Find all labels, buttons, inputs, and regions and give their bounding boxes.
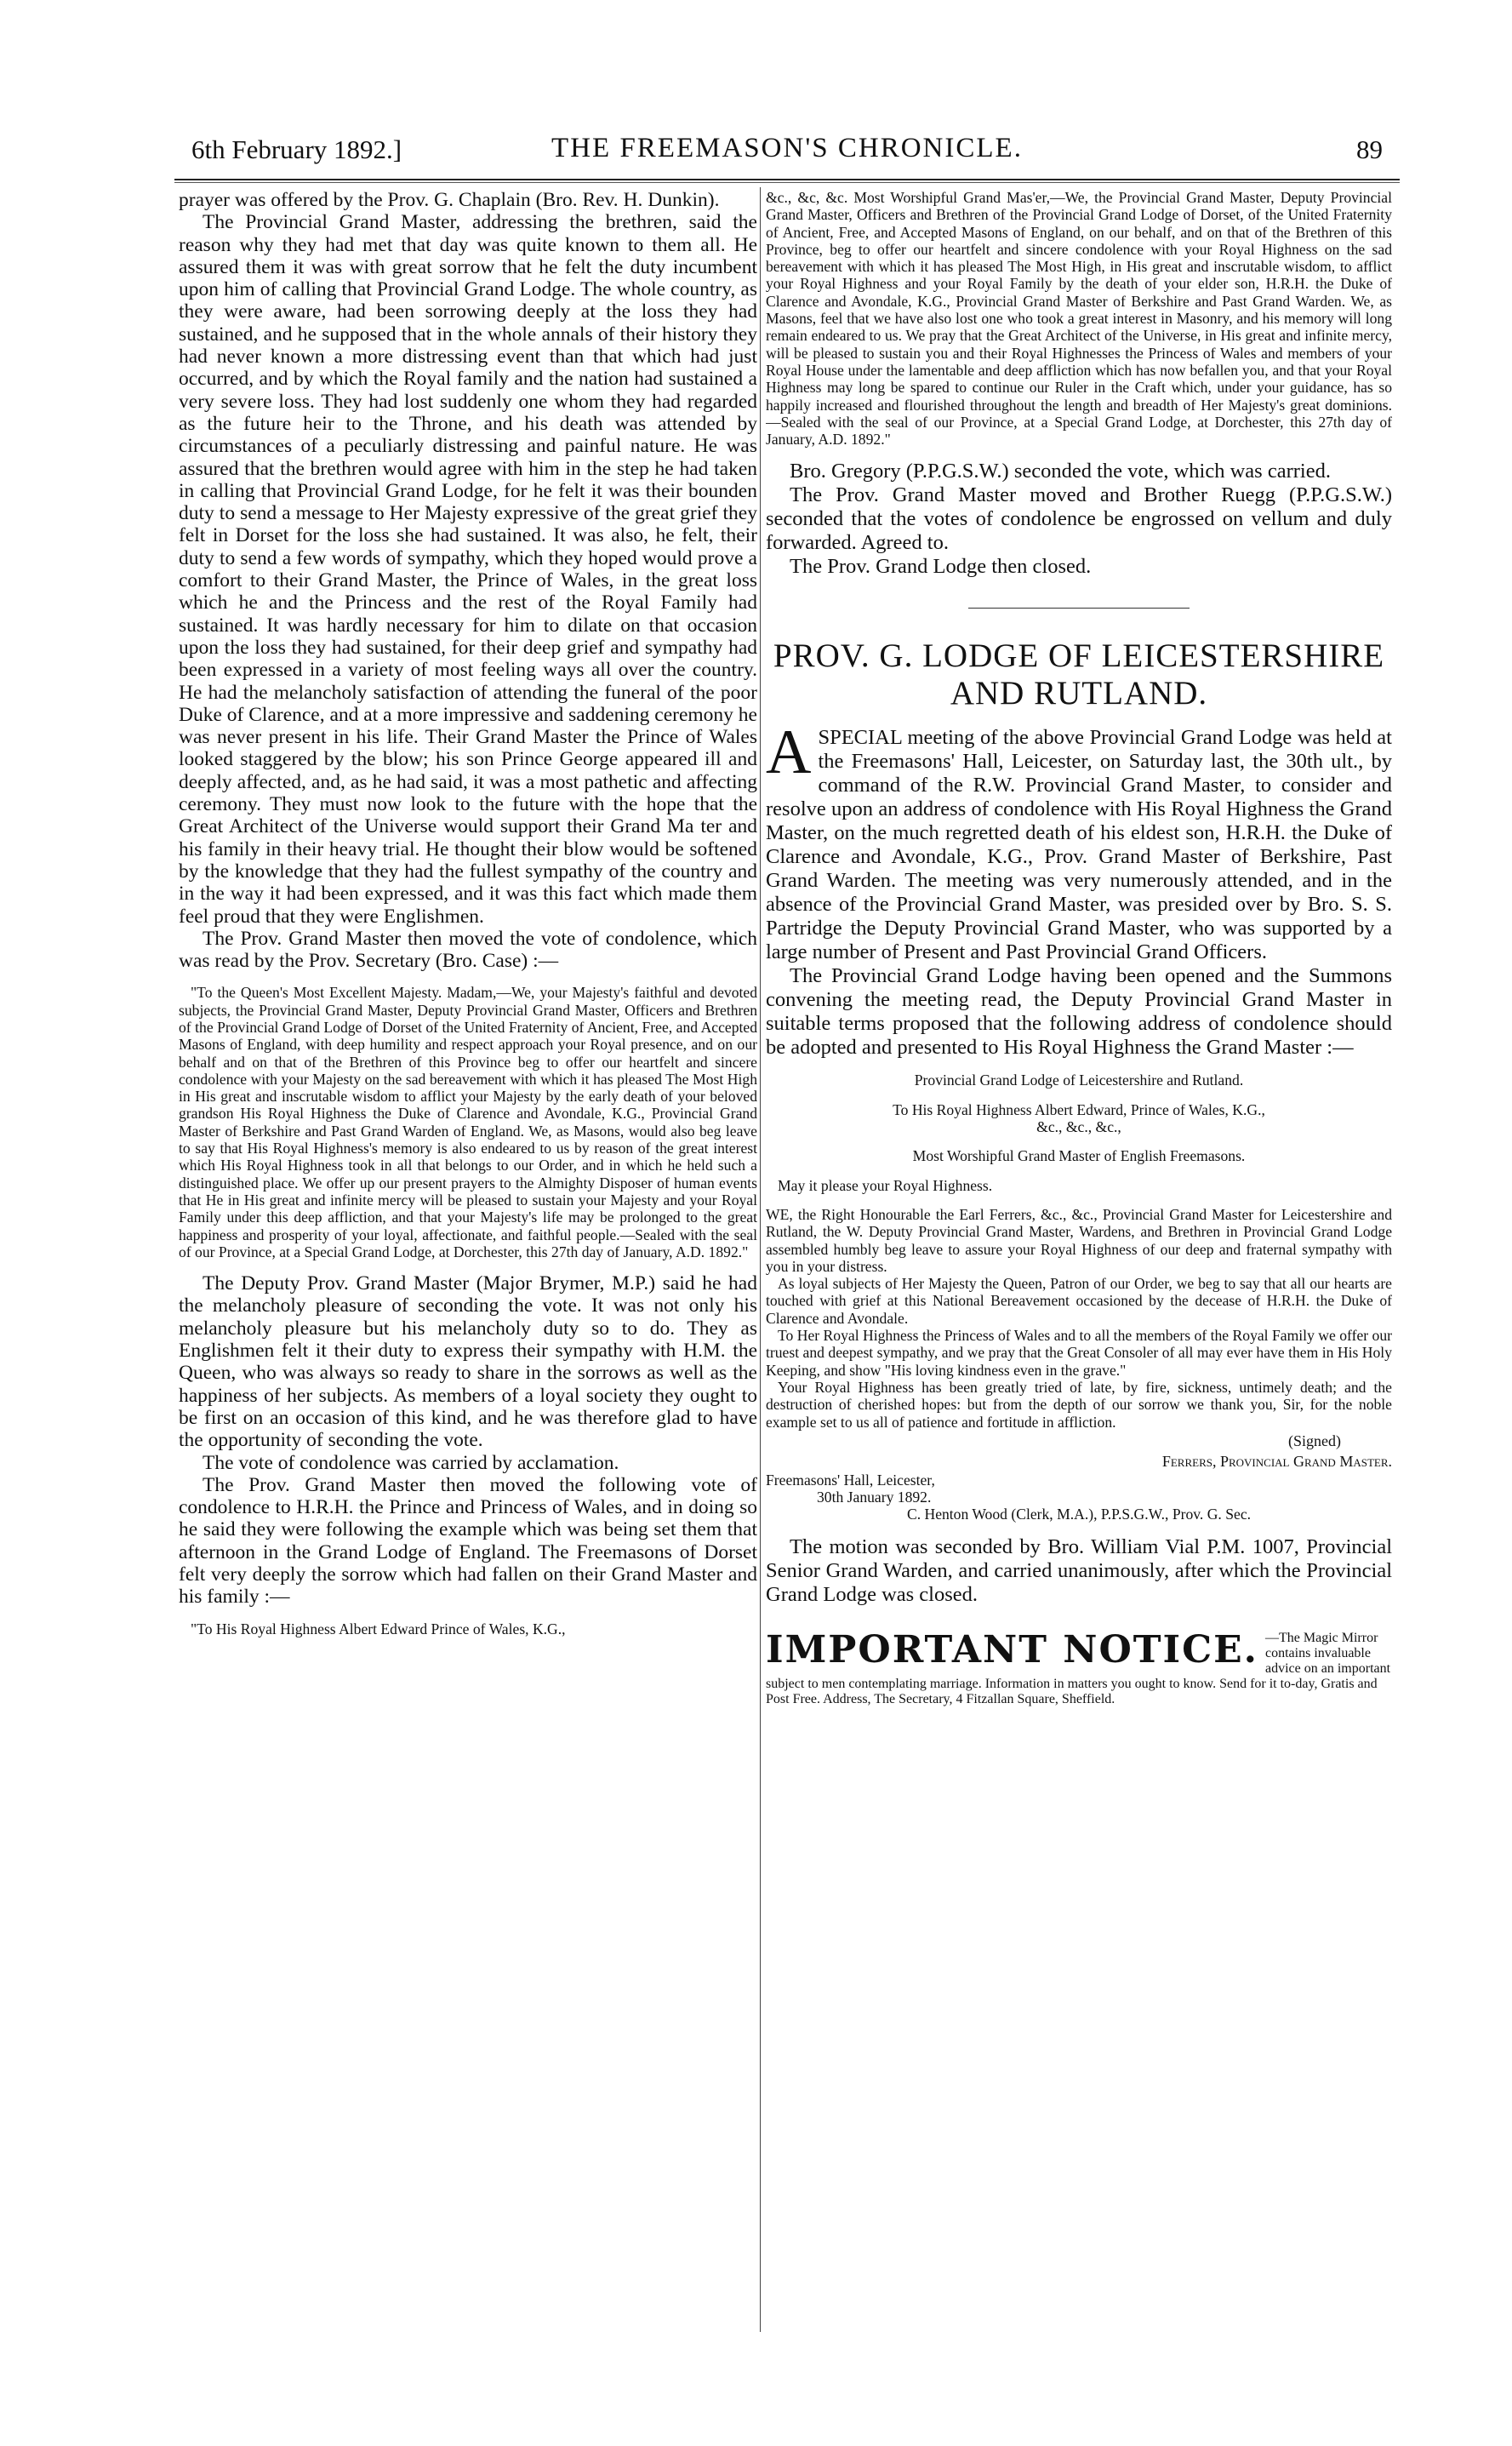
issue-date: 6th February 1892.] (191, 134, 402, 164)
address-paragraph: Your Royal Highness has been greatly tried of late, by fire, sickness, untimely death; and the destruction of cherished hopes: but from the depth of our sorrow we thank you, Sir, for the noble example set to us all of patience and fortitude in affliction. (766, 1378, 1392, 1431)
address-salutation: May it please your Royal Highness. (778, 1176, 993, 1194)
section-divider (968, 608, 1190, 609)
header-rule-thin (174, 182, 1400, 183)
paragraph (766, 717, 1392, 964)
signed-label: (Signed) (1288, 1432, 1341, 1449)
address-place: Freemasons' Hall, Leicester, (766, 1471, 935, 1489)
notice-text: —The Magic Mirror contains invaluable advice on an important subject to men contemplating marriage. Information in matters you ought to know. Send for it to-day, Gratis and Post Free. Address, The Secretary, 4 Fitzallan Square, Sheffield. (766, 1630, 1391, 1706)
left-column (179, 189, 757, 2436)
address-date: 30th January 1892. (817, 1489, 932, 1506)
right-column (766, 189, 1392, 2436)
paragraph-text: SPECIAL meeting of the above Provincial Grand Lodge was held at the Freemasons' Hall, Leicester, on Saturday last, the 30th ult., by command of the R.W. Provincial Grand Master, to consider and resolve upon an address of condolence with His Royal Highness the Grand Master, on the much regretted death of his eldest son, H.R.H. the Duke of Clarence and Avondale, K.G., Prov. Grand Master of Berkshire, Past Grand Warden. The meeting was very numerously attended, and in the absence of the Provincial Grand Master, was presided over by Bro. S. S. Partridge the Deputy Provincial Grand Master, who was supported by a large number of Present and Past Provincial Grand Officers. (766, 726, 1392, 964)
letter-to-prince-continued: &c., &c, &c. Most Worshipful Grand Mas'er,—We, the Provincial Grand Master, Deputy Provincial Grand Master, Officers and Brethren of the Provincial Grand Lodge of Dorset, of the United Fraternity of Ancient, Free, and Accepted Masons of England, on our behalf, and on that of the Brethren of this Province, beg to offer our heartfelt and sincere condolence with your Royal Highness on the sad bereavement with which it has pleased The Most High, in His great and inscrutable wisdom, to afflict your Royal Highness and your Royal Family by the death of your elder son, H.R.H. the Duke of Clarence and Avondale, K.G., Provincial Grand Master of Berkshire and Past Grand Warden. We, as Masons, feel that we have also lost one who took a great interest in Masonry, and his memory will long remain endeared to us. We pray that the Great Architect of the Universe, in His great and infinite mercy, will be pleased to sustain you and their Royal Highnesses the Princess of Wales and members of your Royal House under the lamentable and deep affliction which has now befallen you, and that your Royal Highness may long be spared to continue our Ruler in the Craft which, under your guidance, has so happily increased and flourished throughout the length and breadth of Her Majesty's great dominions. —Sealed with the seal of our Province, at a Special Grand Lodge, at Dorchester, this 27th day of January, A.D. 1892." (766, 189, 1392, 449)
column-divider (760, 187, 761, 2332)
paragraph: The Deputy Prov. Grand Master (Major Brymer, M.P.) said he had the melancholy pleasure of seconding the vote. It was not only his melancholy pleasure but his melancholy duty so to do. They as Englishmen felt it their duty to express their sympathy with H.M. the Queen, who was always so ready to share in the sorrows as well as the happiness of her subjects. As members of a loyal society they ought to be first on an occasion of this kind, and he was therefore glad to have the opportunity of seconding the vote. (179, 1272, 757, 1452)
paragraph: The Prov. Grand Master moved and Brother Ruegg (P.P.G.S.W.) seconded that the votes of condolence be engrossed on vellum and duly forwarded. Agreed to. (766, 483, 1392, 555)
letter-to-queen: "To the Queen's Most Excellent Majesty. Madam,—We, your Majesty's faithful and devoted subjects, the Provincial Grand Master, Deputy Provincial Grand Master, Officers and Brethren of the Provincial Grand Lodge of Dorset of the United Fraternity of Ancient, Free, and Accepted Masons of England, with deep humility and respect approach your Royal presence, and on our behalf and on that of the Brethren of this Province beg to offer our heartfelt and sincere condolence with your Majesty on the sad bereavement with which it has pleased The Most High in His great and inscrutable wisdom to afflict your Majesty by the early death of your beloved grandson His Royal Highness the Duke of Clarence and Avondale, K.G., Provincial Grand Master of Berkshire and Past Grand Warden of England. We, as Masons, would also beg leave to say that His Royal Highness's memory is also endeared to us by reason of the great interest which His Royal Highness took in all that belongs to our Order, and in which he held such a distinguished place. We offer up our present prayers to the Almighty Disposer of human events that He in His great and infinite mercy will be pleased to sustain your Majesty and your Royal Family under this deep affliction, and that your Majesty's life may be prolonged to the great happiness and prosperity of your loyal, affectionate, and faithful people.—Sealed with the seal of our Province, at a Special Grand Lodge, at Dorchester, this 27th day of January, A.D. 1892." (179, 984, 757, 1260)
address-paragraph: As loyal subjects of Her Majesty the Queen, Patron of our Order, we beg to say that all our hearts are touched with grief at this National Bereavement occasioned by the decease of H.R.H. the Duke of Clarence and Avondale. (766, 1275, 1392, 1327)
address-paragraph: WE, the Right Honourable the Earl Ferrers, &c., &c., Provincial Grand Master for Leicestershire and Rutland, the W. Deputy Provincial Grand Master, Wardens, and Brethren in Provincial Grand Lodge assembled humbly beg leave to assure your Royal Highness of our deep and fraternal sympathy with you in your distress. (766, 1205, 1392, 1275)
paragraph: The Prov. Grand Master then moved the vote of condolence, which was read by the Prov. Secretary (Bro. Case) :— (179, 927, 757, 973)
address-to-line: To His Royal Highness Albert Edward, Prince of Wales, K.G., (893, 1100, 1265, 1118)
paragraph: Bro. Gregory (P.P.G.S.W.) seconded the vote, which was carried. (790, 460, 1331, 483)
publication-title: THE FREEMASON'S CHRONICLE. (551, 133, 1023, 163)
page-header (174, 128, 1400, 179)
address-title-line: Most Worshipful Grand Master of English Freemasons. (912, 1147, 1246, 1165)
address-paragraph: To Her Royal Highness the Princess of Wales and to all the members of the Royal Family we offer our truest and deepest sympathy, and we pray that the Great Consoler of all may ever have them in His Holy Keeping, and show "His loving kindness even in the grave." (766, 1327, 1392, 1379)
address-etc-line: &c., &c., &c., (1036, 1118, 1121, 1136)
section-heading: PROV. G. LODGE OF LEICESTERSHIRE AND RUTLAND. (773, 637, 1385, 712)
paragraph: The vote of condolence was carried by acclamation. (203, 1451, 619, 1474)
drop-cap: A (766, 717, 812, 788)
address-secretary: C. Henton Wood (Clerk, M.A.), P.P.S.G.W., Prov. G. Sec. (906, 1506, 1252, 1523)
paragraph: prayer was offered by the Prov. G. Chaplain (Bro. Rev. H. Dunkin). (179, 189, 720, 211)
paragraph: The motion was seconded by Bro. William Vial P.M. 1007, Provincial Senior Grand Warden, and carried unanimously, after which the Provincial Grand Lodge was closed. (766, 1534, 1392, 1606)
notice-headline: IMPORTANT NOTICE. (766, 1627, 1258, 1672)
signature: Ferrers, Provincial Grand Master. (1161, 1452, 1392, 1470)
page-number: 89 (1356, 134, 1383, 164)
paragraph: The Provincial Grand Lodge having been opened and the Summons convening the meeting read, the Deputy Provincial Grand Master in suitable terms proposed that the following address of condolence should be adopted and presented to His Royal Highness the Grand Master :— (766, 964, 1392, 1060)
address-lodge: Provincial Grand Lodge of Leicestershire and Rutland. (914, 1072, 1244, 1089)
advertisement-notice (766, 1627, 1392, 1707)
letter-to-prince-start: "To His Royal Highness Albert Edward Prince of Wales, K.G., (191, 1620, 566, 1637)
header-rule (174, 179, 1400, 180)
paragraph: The Prov. Grand Master then moved the following vote of condolence to H.R.H. the Prince and Princess of Wales, and in doing so he said they were following the example which was being set them that afternoon in the Grand Lodge of England. The Freemasons of Dorset felt very deeply the sorrow which had fallen on their Grand Master and his family :— (179, 1473, 757, 1609)
paragraph: The Prov. Grand Lodge then closed. (790, 555, 1092, 579)
paragraph: The Provincial Grand Master, addressing the brethren, said the reason why they had met that day was quite known to them all. He assured them it was with great sorrow that he felt the duty incumbent upon him of calling that Provincial Grand Lodge. The whole country, as they were aware, had been sorrowing deeply at the loss they had sustained, and he supposed that in the whole annals of their history they had never known a more distressing event than that which had just occurred, and by which the Royal family and the nation had sustained a very severe loss. They had lost suddenly one whom they had regarded as the future heir to the Throne, and his death was attended by circumstances of a peculiarly distressing and painful nature. He was assured that the brethren would agree with him in the step he had taken in calling that Provincial Grand Lodge, for he felt it was their bounden duty to send a message to Her Majesty expressive of the great grief they felt in Dorset for the loss she had sustained. It was also, he felt, their duty to send a few words of sympathy, which they hoped would prove a comfort to their Grand Master, the Prince of Wales, in the great loss which he and the Princess and the rest of the Royal Family had sustained. It was hardly necessary for him to dilate on that occasion upon the loss they had sustained, for their deep grief and sympathy had been expressed in a variety of most feeling ways all over the country. He had the melancholy satisfaction of attending the funeral of the poor Duke of Clarence, and at a more impressive and saddening ceremony he was never present in his life. Their Grand Master the Prince of Wales looked staggered by the blow; his son Prince George appeared ill and deeply affected, and, as he had said, it was a most pathetic and affecting ceremony. They must now look to the future with the hope that the Great Architect of the Universe would support their Grand Ma ter and his family in their heavy trial. He thought their blow would be softened by the knowledge that they had the fullest sympathy of the country and in the way it had been expressed, and it was this fact which made them feel proud that they were Englishmen. (179, 211, 757, 928)
